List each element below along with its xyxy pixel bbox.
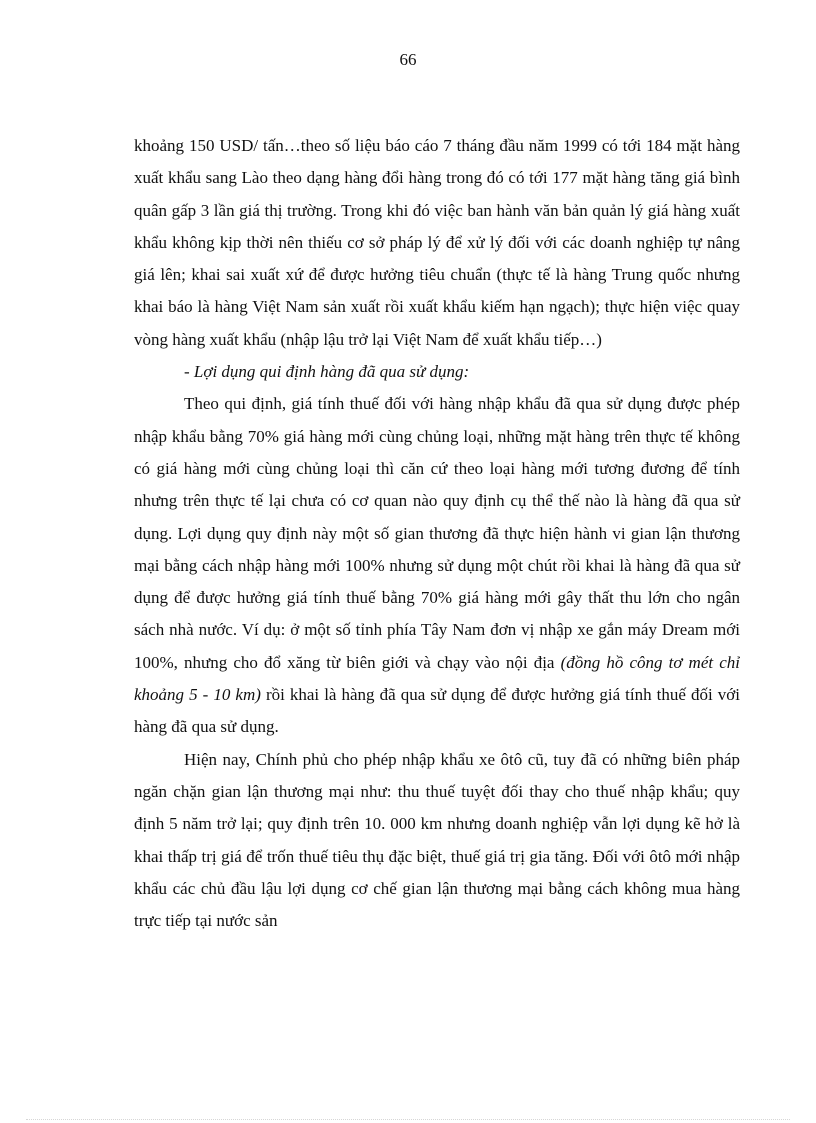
section-subheading: - Lợi dụng qui định hàng đã qua sử dụng: xyxy=(184,362,470,382)
paragraph-used-goods-rule xyxy=(134,388,740,743)
paragraph-text: rồi khai là hàng đã qua sử dụng để được hưởng giá tính thuế đối với hàng đã qua sử dụng. xyxy=(134,685,740,737)
document-body xyxy=(134,130,740,937)
paragraph-continuation: khoảng 150 USD/ tấn…theo số liệu báo cáo 7 tháng đầu năm 1999 có tới 184 mặt hàng xuất khẩu sang Lào theo dạng hàng đổi hàng trong đó có tới 177 mặt hàng tăng giá bình quân gấp 3 lần giá thị trường. Trong khi đó việc ban hành văn bản quản lý giá hàng xuất khẩu không kịp thời nên thiếu cơ sở pháp lý để xử lý đối với các doanh nghiệp tự nâng giá lên; khai sai xuất xứ để được hưởng tiêu chuẩn (thực tế là hàng Trung quốc nhưng khai báo là hàng Việt Nam sản xuất rồi xuất khẩu kiếm hạn ngạch); thực hiện việc quay vòng hàng xuất khẩu (nhập lậu trở lại Việt Nam để xuất khẩu tiếp…) xyxy=(134,136,740,349)
paragraph-text: Theo qui định, giá tính thuế đối với hàng nhập khẩu đã qua sử dụng được phép nhập khẩu bằng 70% giá hàng mới cùng chủng loại, những mặt hàng trên thực tế không có giá hàng mới cùng chủng loại thì căn cứ theo loại hàng mới tương đương để tính nhưng trên thực tế lại chưa có cơ quan nào quy định cụ thể thế nào là hàng đã qua sử dụng. Lợi dụng quy định này một số gian thương đã thực hiện hành vi gian lận thương mại bằng cách nhập hàng mới 100% nhưng sử dụng một chút rồi khai là hàng đã qua sử dụng để được hưởng giá tính thuế bằng 70% giá hàng mới gây thất thu lớn cho ngân sách nhà nước. Ví dụ: ở một số tỉnh phía Tây Nam đơn vị nhập xe gắn máy Dream mới 100%, nhưng cho đổ xăng từ biên giới và chạy vào nội địa xyxy=(134,394,740,672)
paragraph-used-cars: Hiện nay, Chính phủ cho phép nhập khẩu xe ôtô cũ, tuy đã có những biên pháp ngăn chặn gian lận thương mại như: thu thuế tuyệt đối thay cho thuế nhập khẩu; quy định 5 năm trở lại; quy định trên 10. 000 km nhưng doanh nghiệp vẫn lợi dụng kẽ hở là khai thấp trị giá để trốn thuế tiêu thụ đặc biệt, thuế giá trị gia tăng. Đối với ôtô mới nhập khẩu các chủ đầu lậu lợi dụng cơ chế gian lận thương mại bằng cách không mua hàng trực tiếp tại nước sản xyxy=(134,749,740,931)
italic-note: (đồng hồ công tơ mét chỉ khoảng 5 - 10 km) xyxy=(134,652,740,705)
page-number: 66 xyxy=(399,50,417,69)
page-bottom-divider xyxy=(26,1119,790,1120)
